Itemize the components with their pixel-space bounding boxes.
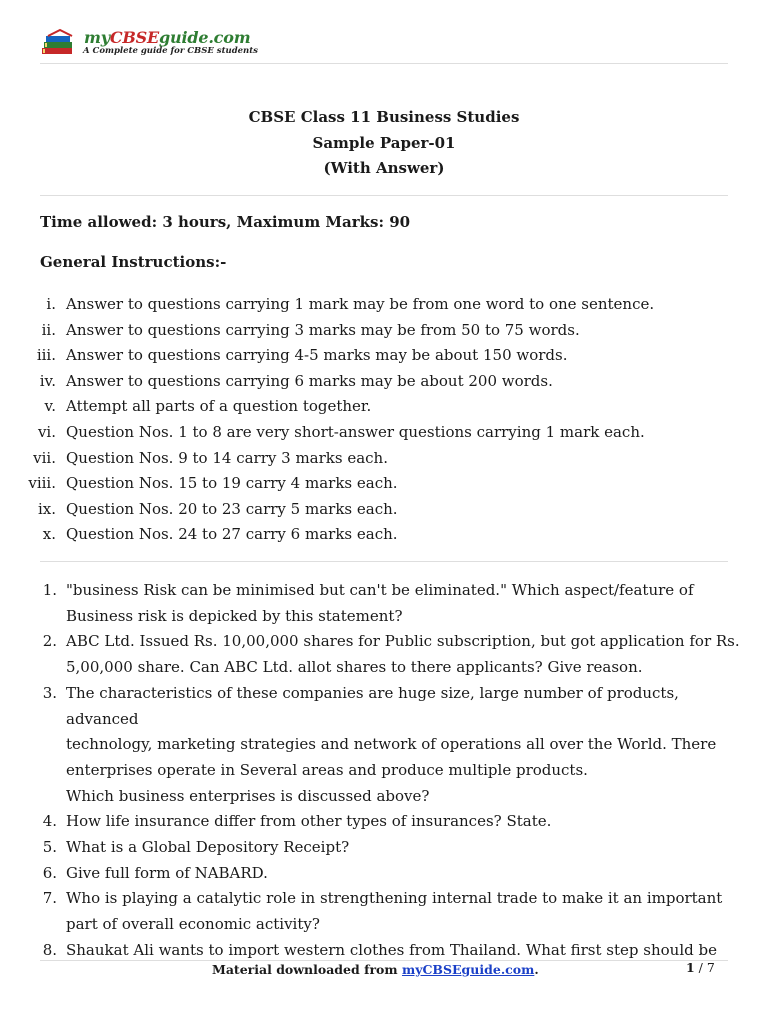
instruction-number: ix.	[37, 499, 56, 518]
question-line: technology, marketing strategies and network of operations all over the World. There	[66, 735, 717, 754]
instruction-item	[0, 292, 740, 318]
instruction-item	[0, 446, 740, 472]
question-number: 5.	[42, 838, 57, 857]
question-item	[0, 629, 740, 680]
instruction-text: Question Nos. 15 to 19 carry 4 marks each.	[66, 474, 398, 493]
question-line: Shaukat Ali wants to import western clothes from Thailand. What first step should be	[66, 940, 717, 959]
page-number: 1 / 7	[686, 960, 715, 975]
question-item	[0, 809, 740, 835]
question-line: Which business enterprises is discussed above?	[66, 786, 430, 805]
question-number: 7.	[42, 889, 57, 908]
title-line-1: CBSE Class 11 Business Studies	[248, 108, 520, 126]
footer-link[interactable]: myCBSEguide.com	[401, 962, 535, 977]
brand-name: myCBSEguide.com	[84, 28, 251, 47]
question-line: "business Risk can be minimised but can't be eliminated." Which aspect/feature of	[66, 581, 694, 599]
page-header	[40, 24, 728, 64]
title-divider	[40, 195, 728, 196]
instruction-number: vi.	[37, 422, 56, 441]
header-divider	[40, 63, 728, 64]
question-number: 8.	[42, 940, 57, 959]
question-text	[66, 578, 740, 629]
brand-tagline: A Complete guide for CBSE students	[83, 46, 258, 56]
questions-list	[0, 578, 740, 964]
title-line-3: (With Answer)	[323, 159, 445, 177]
instruction-number: iii.	[36, 346, 56, 365]
question-line: Who is playing a catalytic role in strengthening internal trade to make it an important	[66, 889, 723, 908]
instruction-item	[0, 497, 740, 523]
question-text	[66, 886, 740, 937]
footer-note: Material downloaded from myCBSEguide.com.	[212, 962, 539, 977]
time-and-marks: Time allowed: 3 hours, Maximum Marks: 90	[40, 213, 411, 231]
question-line: What is a Global Depository Receipt?	[66, 838, 350, 857]
question-line: Give full form of NABARD.	[66, 863, 268, 882]
footer-divider	[40, 960, 728, 961]
question-number: 3.	[42, 683, 57, 702]
question-line: 5,00,000 share. Can ABC Ltd. allot shares to there applicants? Give reason.	[66, 658, 643, 677]
instruction-number: vii.	[33, 448, 56, 467]
question-line: The characteristics of these companies are huge size, large number of products, advanced	[66, 683, 679, 728]
instruction-item	[0, 318, 740, 344]
general-instructions-heading: General Instructions:-	[40, 253, 227, 271]
question-text	[66, 809, 740, 835]
instruction-number: iv.	[39, 371, 56, 390]
document-title	[0, 105, 768, 182]
instruction-text: Question Nos. 1 to 8 are very short-answer questions carrying 1 mark each.	[66, 422, 645, 441]
question-text	[66, 681, 740, 810]
instruction-text: Answer to questions carrying 6 marks may be about 200 words.	[66, 371, 553, 390]
question-number: 1.	[42, 581, 57, 599]
instruction-text: Attempt all parts of a question together.	[66, 397, 372, 416]
instruction-text: Answer to questions carrying 1 mark may be from one word to one sentence.	[66, 295, 655, 313]
question-line: part of overall economic activity?	[66, 915, 320, 934]
question-number: 6.	[42, 863, 57, 882]
instruction-item	[0, 420, 740, 446]
question-item	[0, 681, 740, 810]
instruction-item	[0, 471, 740, 497]
instruction-item	[0, 369, 740, 395]
instruction-text: Question Nos. 20 to 23 carry 5 marks each.	[66, 499, 398, 518]
instruction-number: i.	[46, 295, 56, 313]
question-text	[66, 629, 740, 680]
section-divider	[40, 561, 728, 562]
instruction-item	[0, 343, 740, 369]
instruction-item	[0, 522, 740, 548]
instruction-number: viii.	[28, 474, 56, 493]
instruction-item	[0, 394, 740, 420]
question-line: How life insurance differ from other types of insurances? State.	[66, 812, 552, 831]
instruction-number: ii.	[41, 320, 56, 339]
instruction-number: v.	[44, 397, 56, 416]
question-item	[0, 835, 740, 861]
question-number: 4.	[42, 812, 57, 831]
instructions-list	[0, 292, 740, 548]
instruction-text: Answer to questions carrying 4-5 marks may be about 150 words.	[66, 346, 568, 365]
question-line: ABC Ltd. Issued Rs. 10,00,000 shares for Public subscription, but got application for Rs.	[66, 632, 740, 651]
instruction-number: x.	[42, 525, 56, 544]
question-line: Business risk is depicked by this statement?	[66, 606, 403, 625]
question-item	[0, 886, 740, 937]
instruction-text: Question Nos. 24 to 27 carry 6 marks each.	[66, 525, 398, 544]
question-text	[66, 861, 740, 887]
question-text	[66, 835, 740, 861]
question-item	[0, 861, 740, 887]
instruction-text: Answer to questions carrying 3 marks may be from 50 to 75 words.	[66, 320, 580, 339]
question-number: 2.	[42, 632, 57, 651]
title-line-2: Sample Paper-01	[312, 133, 456, 152]
question-item	[0, 578, 740, 629]
instruction-text: Question Nos. 9 to 14 carry 3 marks each.	[66, 448, 388, 467]
question-line: enterprises operate in Several areas and produce multiple products.	[66, 760, 588, 779]
